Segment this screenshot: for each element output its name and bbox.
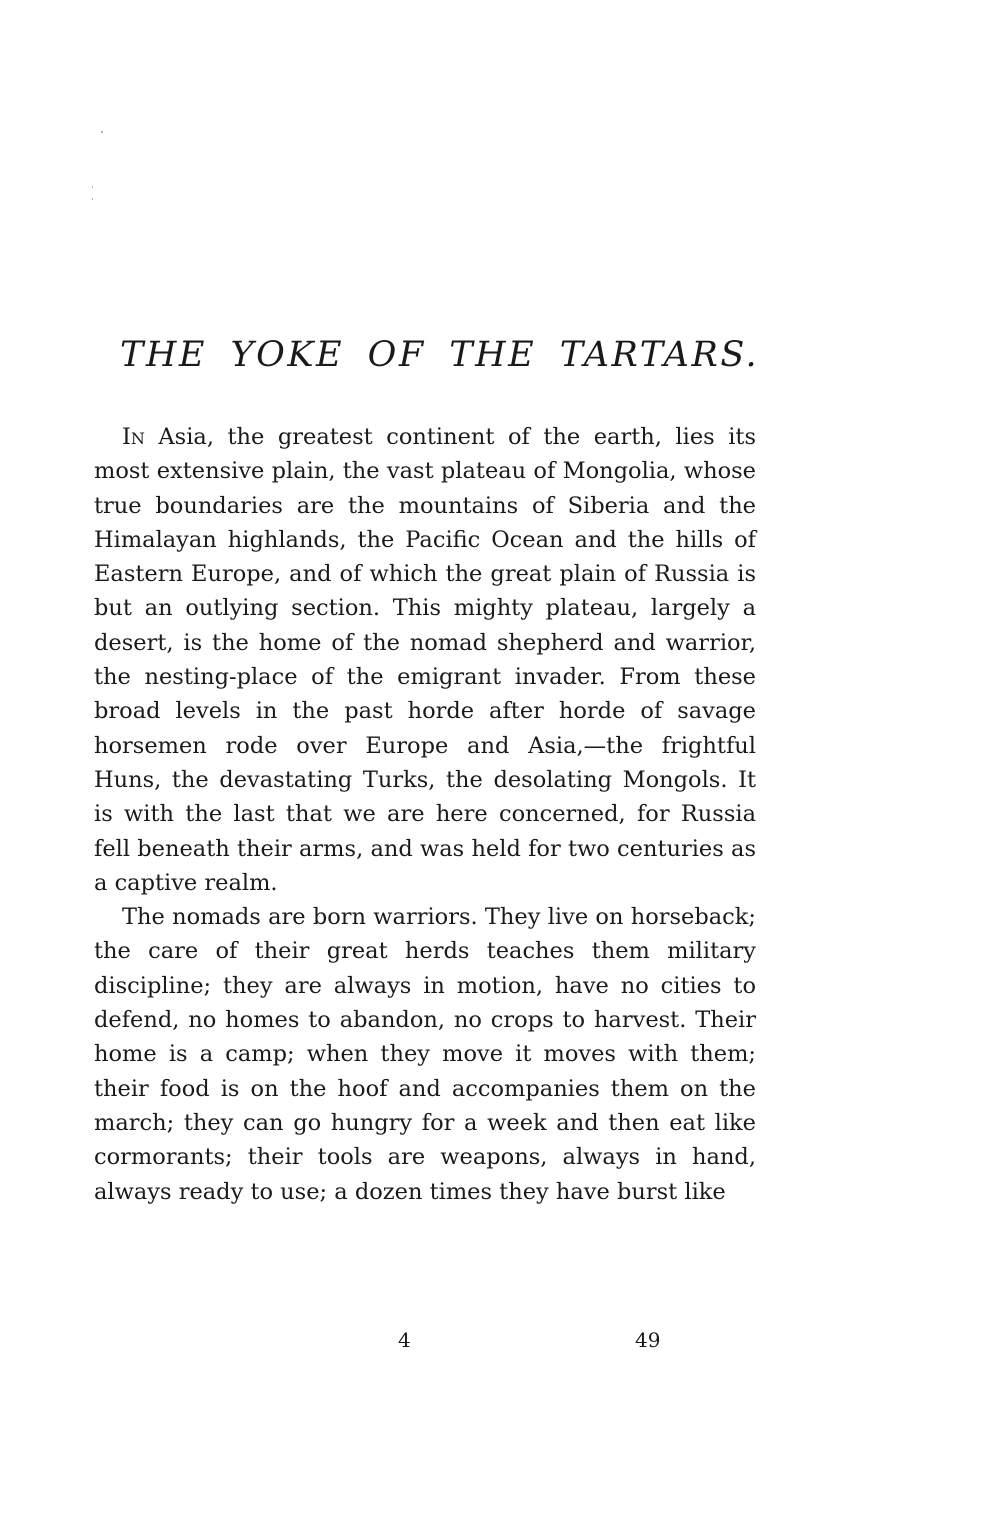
- drop-lead-word: In: [122, 424, 145, 450]
- page-number: 49: [635, 1328, 661, 1352]
- scan-speck: [92, 186, 93, 188]
- paragraph-2: [94, 900, 756, 1209]
- paragraph-2-text: The nomads are born warriors. They live on horseback; the care of their great herds teaches them military discipline; they are always in motion, have no cities to defend, no homes to abandon, no crops to harvest. Their home is a camp; when they move it moves with them; their food is on the hoof and accompanies them on the march; they can go hungry for a week and then eat like cormorants; their tools are weapons, always in hand, always ready to use; a dozen times they have burst like: [94, 904, 756, 1205]
- scan-speck: [101, 131, 103, 133]
- chapter-title: THE YOKE OF THE TARTARS.: [120, 335, 760, 375]
- body-text: [94, 420, 756, 1209]
- paragraph-1-text: Asia, the greatest continent of the earth, lies its most extensive plain, the vast plateau of Mongolia, whose true boundaries are the mountains of Siberia and the Himalayan highlands, the Pacific Ocean and the hills of Eastern Europe, and of which the great plain of Russia is but an outlying section. This mighty plateau, largely a desert, is the home of the nomad shepherd and warrior, the nesting-place of the emigrant invader. From these broad levels in the past horde after horde of savage horsemen rode over Europe and Asia,—the frightful Huns, the devastating Turks, the desolating Mongols. It is with the last that we are here concerned, for Russia fell beneath their arms, and was held for two centuries as a captive realm.: [94, 424, 756, 896]
- paragraph-1: [94, 420, 756, 900]
- signature-mark: 4: [398, 1328, 411, 1352]
- scan-speck: [92, 198, 93, 200]
